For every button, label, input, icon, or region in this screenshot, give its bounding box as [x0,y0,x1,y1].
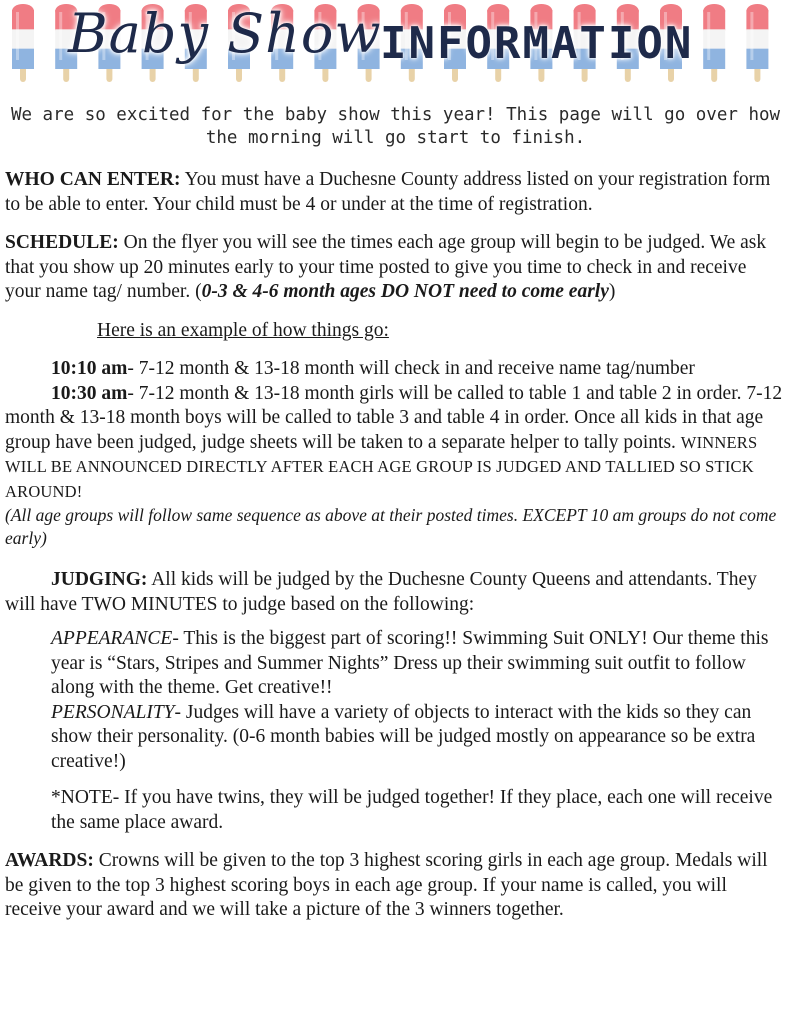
block-title: INFORMATION [380,18,694,69]
schedule-label: SCHEDULE: [5,232,119,253]
personality-label: PERSONALITY [51,701,175,723]
awards-section [5,849,785,923]
popsicle-icon [746,4,768,82]
judging-text: All kids will be judged by the Duchesne County Queens and attendants. They will have TWO MINUTES to judge based on the following: [5,569,757,615]
example-heading: Here is an example of how things go: [97,319,389,341]
time-2-label: 10:30 am [51,382,128,404]
popsicle-icon [12,4,34,82]
popsicle-icon [703,4,725,82]
script-title: Baby Show [68,2,382,65]
appearance-item [51,627,785,701]
schedule-close: ) [608,281,616,302]
time-2-text: - 7-12 month & 13-18 month girls will be called to table 1 and table 2 in order. 7-12 month & 13-18 month boys will be called to table 3 and table 4 in order. Once all kids in that age group have been judged, judge sheets will be taken to a separate helper to tally points. [5,382,783,453]
judging-label: JUDGING: [51,569,148,590]
example-time-1 [5,357,785,382]
who-label: WHO CAN ENTER: [5,169,181,190]
appearance-text: - This is the biggest part of scoring!! Swimming Suit ONLY! Our theme this year is “Stars, Stripes and Summer Nights” Dress up their swimming suit outfit to follow along with the theme. Get creative!! [51,628,769,698]
time-2-caps: WINNERS WILL BE ANNOUNCED DIRECTLY AFTER EACH AGE GROUP IS JUDGED AND TALLIED SO STICK AROUND! [5,432,758,501]
schedule-emphasis: 0-3 & 4-6 month ages DO NOT need to come early [201,281,609,302]
time-1-text: - 7-12 month & 13-18 month will check in and receive name tag/number [127,358,695,379]
document-body [5,168,785,923]
example-note: (All age groups will follow same sequence as above at their posted times. EXCEPT 10 am groups do not come early) [5,505,777,548]
judging-section [5,568,785,617]
example-time-2 [5,382,785,505]
personality-item [51,701,785,775]
appearance-label: APPEARANCE [51,628,173,649]
twins-note: *NOTE- If you have twins, they will be judged together! If they place, each one will receive the same place award. [51,787,773,833]
who-text: You must have a Duchesne County address listed on your registration form to be able to enter. Your child must be 4 or under at the time of registration. [5,169,771,215]
judging-criteria [5,627,785,835]
header-banner [0,0,791,90]
schedule-text: On the flyer you will see the times each age group will begin to be judged. We ask that you show up 20 minutes early to your time posted to give you time to check in and receive your name tag/ number. ( [5,232,767,302]
awards-label: AWARDS: [5,850,94,871]
schedule-section [5,231,785,305]
time-1-label: 10:10 am [51,358,128,379]
awards-text: Crowns will be given to the top 3 highest scoring girls in each age group. Medals will be given to the top 3 highest scoring boys in each age group. If your name is called, you will receive your award and we will take a picture of the 3 winners together. [5,850,768,920]
personality-text: - Judges will have a variety of objects to interact with the kids so they can show their personality. (0-6 month babies will be judged mostly on appearance so be extra creative!) [51,701,756,772]
intro-text: We are so excited for the baby show this year! This page will go over how the morning will go start to finish. [10,105,781,148]
who-can-enter-section [5,168,785,217]
